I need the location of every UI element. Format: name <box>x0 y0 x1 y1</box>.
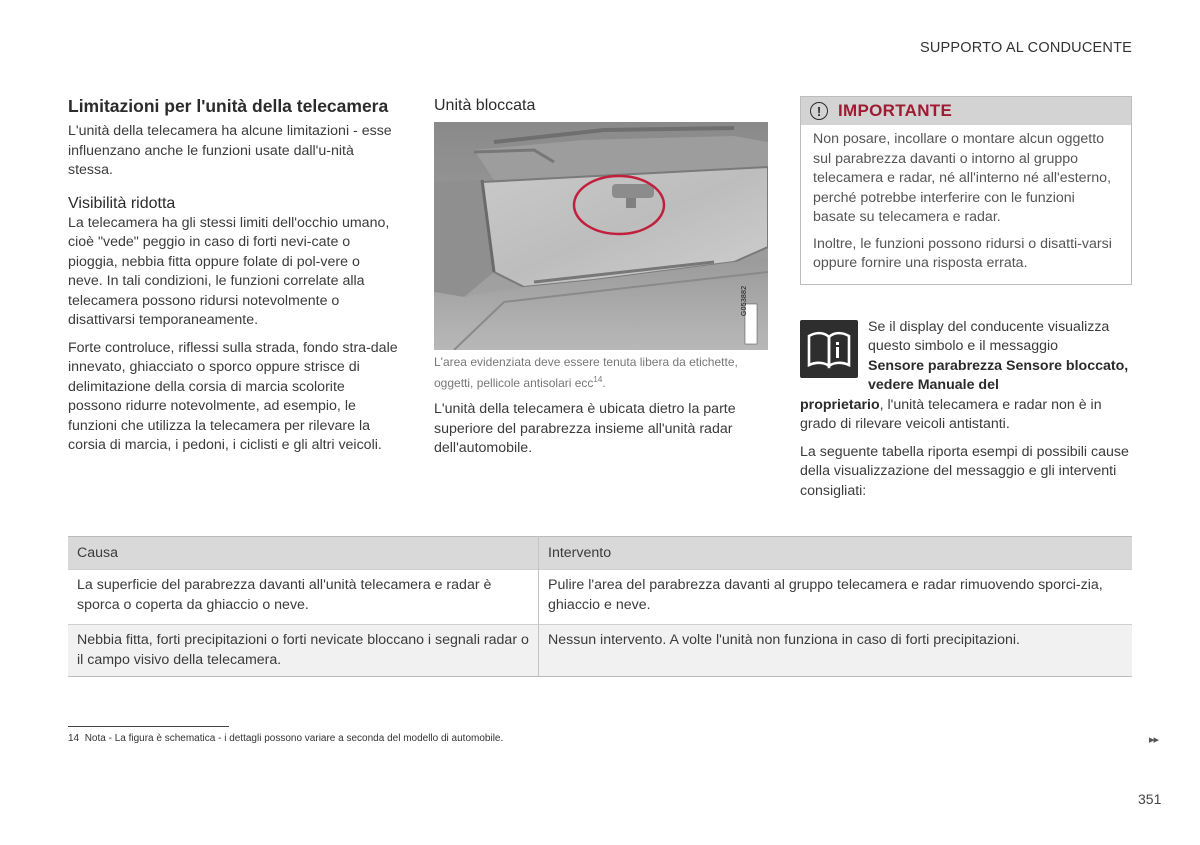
warning-icon: ! <box>810 102 828 120</box>
sensor-message-continued: proprietario, l'unità telecamera e radar non è in grado di rilevare veicoli antistanti. <box>800 396 1102 432</box>
section-title: Limitazioni per l'unità della telecamera <box>68 96 389 116</box>
sensor-message: Sensore parabrezza Sensore bloccato, vedere Manuale del <box>868 357 1129 393</box>
footnote-divider <box>68 726 229 727</box>
cell-cause: Nebbia fitta, forti precipitazioni o forti nevicate bloccano i segnali radar o il campo visivo della telecamera. <box>68 625 539 677</box>
subsection-title: Visibilità ridotta <box>68 194 176 212</box>
important-body <box>801 125 1131 284</box>
header-action: Intervento <box>539 537 1133 570</box>
important-header <box>801 97 1131 125</box>
subsection-title-blocked: Unità bloccata <box>434 97 536 114</box>
intro-paragraph: L'unità della telecamera ha alcune limitazioni - esse influenzano anche le funzioni usate dall'u-nità stessa. <box>68 123 392 178</box>
important-box <box>800 96 1132 285</box>
table-row <box>68 625 1132 677</box>
cause-action-table <box>68 536 1132 677</box>
glare-paragraph: Forte controluce, riflessi sulla strada, fondo stra-dale innevato, ghiacciato o sporco oppure strisce di delimitazione della corsia di marcia scolorite possono ridurre notevolmente, ad esempio, le funzioni che utilizza la telecamera per rilevare la corsia di marcia, i pedoni, i ciclisti e gli altri veicoli. <box>68 339 398 453</box>
figure-caption: L'area evidenziata deve essere tenuta libera da etichette, oggetti, pellicole antisolari ecc$^{14}$. <box>434 355 738 390</box>
cause-action-table-wrapper <box>68 536 1132 677</box>
column-right <box>800 96 1132 501</box>
camera-location-paragraph: L'unità della telecamera è ubicata dietro la parte superiore del parabrezza insieme all'unità radar dell'automobile. <box>434 401 736 456</box>
header-cause: Causa <box>68 537 539 570</box>
important-paragraph-1: Non posare, incollare o montare alcun oggetto sul parabrezza davanti o intorno al gruppo telecamera e radar, né all'interno né all'esterno, perché potrebbe interferire con le funzioni basate su telecamera e radar. <box>813 131 1112 225</box>
table-header-row <box>68 537 1132 570</box>
column-left <box>68 96 398 456</box>
important-title: IMPORTANTE <box>838 101 953 120</box>
section-header: SUPPORTO AL CONDUCENTE <box>919 40 1132 56</box>
cell-cause: La superficie del parabrezza davanti all'unità telecamera e radar è sporca o coperta da ghiaccio o neve. <box>68 570 539 625</box>
windshield-figure <box>434 122 768 350</box>
important-paragraph-2: Inoltre, le funzioni possono ridursi o disatti-varsi oppure fornire una risposta errata. <box>813 235 1112 271</box>
visibility-paragraph: La telecamera ha gli stessi limiti dell'occhio umano, cioè "vede" peggio in caso di forti nevi-cate o pioggia, nebbia fitta oppure folate di pol-vere o neve. In tali condizioni, le funzioni correlate alla telecamera possono ridursi notevolmente o disattivarsi temporaneamente. <box>68 214 390 328</box>
image-code: G053882 <box>741 285 748 316</box>
footnote-number: 14 <box>68 733 80 744</box>
column-middle <box>434 96 768 459</box>
cell-action: Pulire l'area del parabrezza davanti al gruppo telecamera e radar rimuovendo sporci-zia, ghiaccio e neve. <box>539 570 1133 625</box>
symbol-note <box>800 318 1132 502</box>
footnote <box>68 733 503 744</box>
table-row <box>68 570 1132 625</box>
continue-arrows-icon: ▸▸ <box>1149 734 1159 746</box>
symbol-intro: Se il display del conducente visualizza questo simbolo e il messaggio <box>868 318 1110 354</box>
windshield-illustration <box>434 122 768 350</box>
manual-info-icon <box>800 320 858 378</box>
cell-action: Nessun intervento. A volte l'unità non funziona in caso di forti precipitazioni. <box>539 625 1133 677</box>
table-intro: La seguente tabella riporta esempi di possibili cause della visualizzazione del messaggio e gli interventi consigliati: <box>800 443 1129 499</box>
footnote-ref: 14 <box>593 375 603 384</box>
page-number: 351 <box>1138 791 1162 807</box>
footnote-text: Nota - La figura è schematica - i dettagli possono variare a seconda del modello di automobile. <box>84 733 504 744</box>
